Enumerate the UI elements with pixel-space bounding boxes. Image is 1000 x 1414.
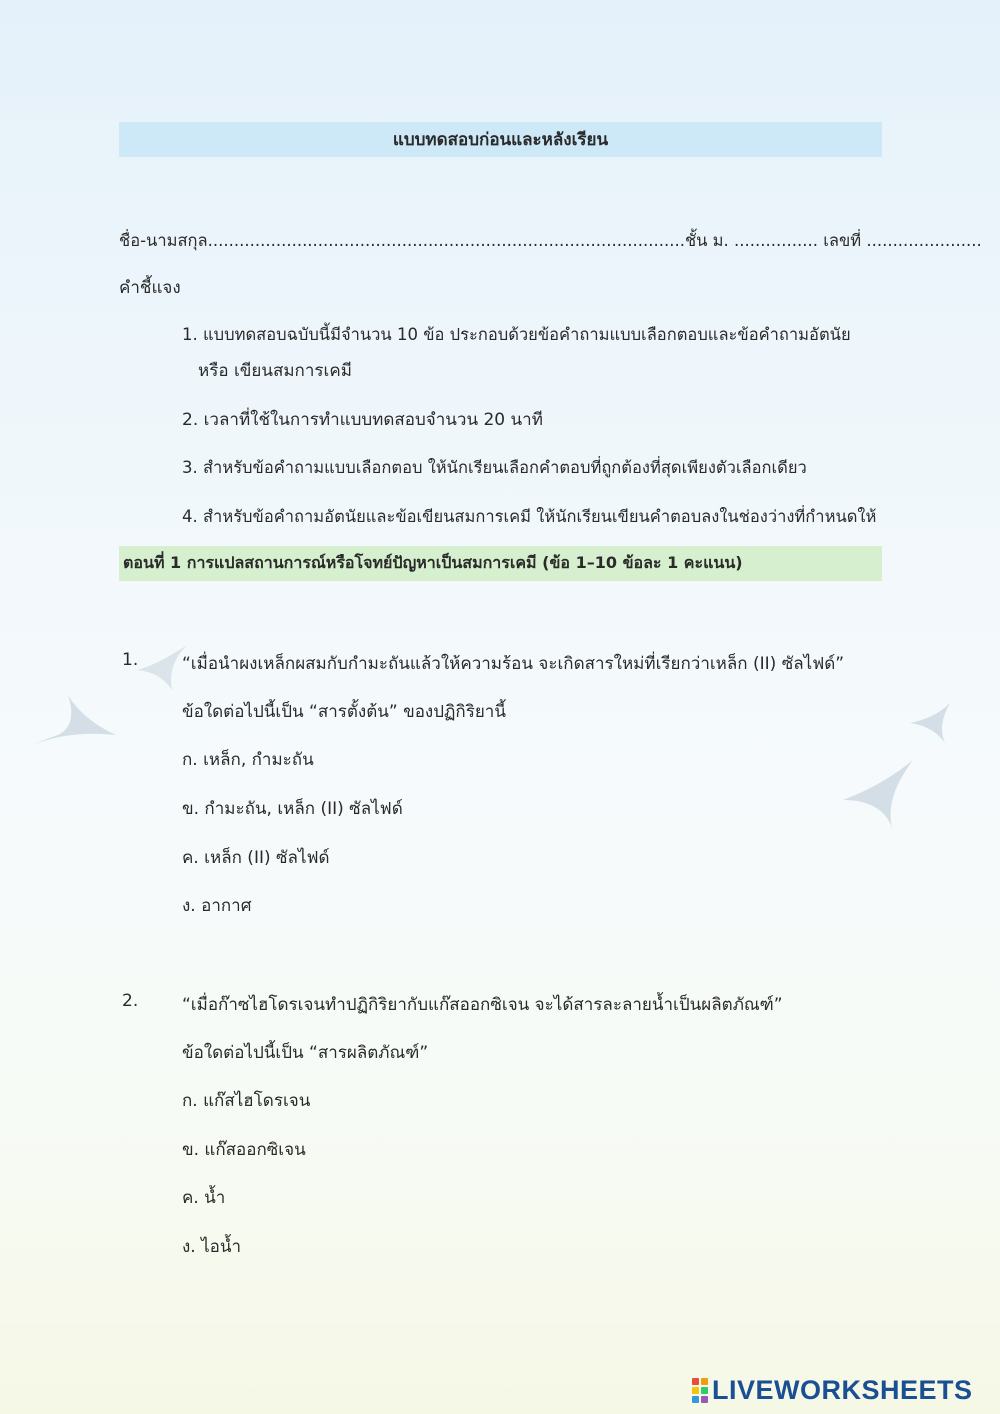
answer-option[interactable]: ข. กำมะถัน, เหล็ก (II) ซัลไฟด์ bbox=[182, 799, 403, 819]
instruction-item-4: 4. สำหรับข้อคำถามอัตนัยและข้อเขียนสมการเคมี ให้นักเรียนเขียนคำตอบลงในช่องว่างที่กำหนดให้ bbox=[182, 507, 877, 526]
logo-block bbox=[701, 1378, 708, 1385]
question-prompt: ข้อใดต่อไปนี้เป็น “สารผลิตภัณฑ์” bbox=[182, 1043, 429, 1063]
answer-option[interactable]: ก. แก๊สไฮโดรเจน bbox=[182, 1091, 311, 1111]
question-prompt: ข้อใดต่อไปนี้เป็น “สารตั้งต้น” ของปฏิกิริยานี้ bbox=[182, 702, 506, 722]
answer-option[interactable]: ง. อากาศ bbox=[182, 896, 252, 916]
answer-option[interactable]: ค. เหล็ก (II) ซัลไฟด์ bbox=[182, 848, 330, 868]
instruction-item-1-cont: หรือ เขียนสมการเคมี bbox=[198, 361, 352, 381]
instruction-item-2: 2. เวลาที่ใช้ในการทำแบบทดสอบจำนวน 20 นาที bbox=[182, 410, 543, 430]
instructions-heading: คำชี้แจง bbox=[119, 278, 181, 298]
question-scenario: “เมื่อก๊าซไฮโดรเจนทำปฏิกิริยากับแก๊สออกซิเจน จะได้สารละลายน้ำเป็นผลิตภัณฑ์” bbox=[182, 995, 783, 1015]
logo-block bbox=[701, 1396, 708, 1403]
worksheet-title: แบบทดสอบก่อนและหลังเรียน bbox=[119, 122, 882, 157]
student-info-line: ชื่อ-นามสกุล...........................................................................................ชั้น ม. ................ เลขที่ ...................... bbox=[119, 231, 982, 250]
question-scenario: “เมื่อนำผงเหล็กผสมกับกำมะถันแล้วให้ความร้อน จะเกิดสารใหม่ที่เรียกว่าเหล็ก (II) ซัลไฟด์” bbox=[182, 654, 845, 674]
question-number: 2. bbox=[122, 991, 139, 1011]
answer-option[interactable]: ค. น้ำ bbox=[182, 1188, 226, 1208]
logo-block bbox=[692, 1396, 699, 1403]
logo-block bbox=[692, 1378, 699, 1385]
answer-option[interactable]: ข. แก๊สออกซิเจน bbox=[182, 1140, 306, 1160]
question-number: 1. bbox=[122, 650, 139, 670]
answer-option[interactable]: ง. ไอน้ำ bbox=[182, 1237, 242, 1257]
bird-decoration-icon bbox=[28, 690, 118, 770]
instruction-item-1: 1. แบบทดสอบฉบับนี้มีจำนวน 10 ข้อ ประกอบด้วยข้อคำถามแบบเลือกตอบและข้อคำถามอัตนัย bbox=[182, 325, 851, 344]
logo-mark-icon bbox=[692, 1378, 708, 1403]
bird-decoration-icon bbox=[838, 755, 918, 835]
logo-block bbox=[701, 1387, 708, 1394]
logo-block bbox=[692, 1387, 699, 1394]
liveworksheets-logo bbox=[692, 1374, 973, 1406]
logo-text: LIVEWORKSHEETS bbox=[712, 1374, 973, 1405]
bird-decoration-icon bbox=[905, 698, 955, 748]
section-title: ตอนที่ 1 การแปลสถานการณ์หรือโจทย์ปัญหาเป็นสมการเคมี (ข้อ 1–10 ข้อละ 1 คะแนน) bbox=[119, 546, 882, 581]
instruction-item-3: 3. สำหรับข้อคำถามแบบเลือกตอบ ให้นักเรียนเลือกคำตอบที่ถูกต้องที่สุดเพียงตัวเลือกเดียว bbox=[182, 458, 807, 477]
answer-option[interactable]: ก. เหล็ก, กำมะถัน bbox=[182, 750, 314, 770]
